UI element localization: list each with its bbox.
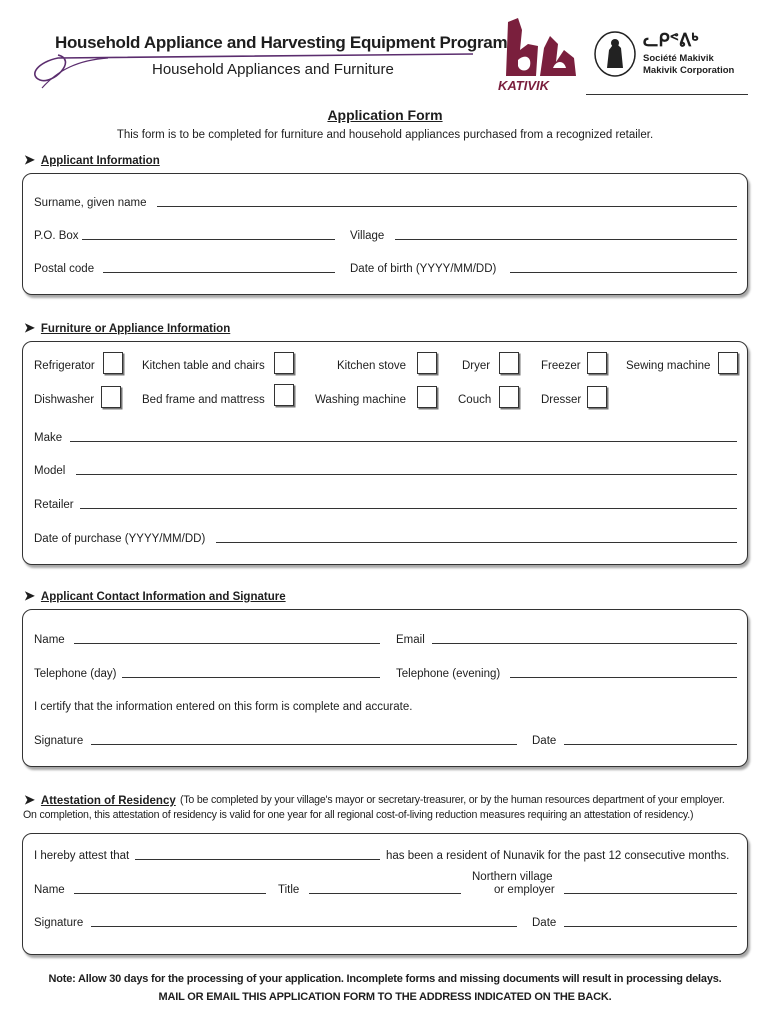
village-employer-field[interactable] bbox=[564, 893, 737, 894]
kativik-logo-mark bbox=[498, 10, 580, 80]
residency-date-label: Date bbox=[532, 917, 557, 929]
residency-heading-label: Attestation of Residency bbox=[40, 795, 176, 807]
program-subtitle: Household Appliances and Furniture bbox=[152, 61, 394, 78]
make-label: Make bbox=[34, 432, 63, 444]
employer-label: or employer bbox=[494, 884, 555, 896]
checkbox-freezer[interactable] bbox=[587, 352, 607, 374]
checkbox-couch[interactable] bbox=[499, 386, 519, 408]
checkbox-refrigerator[interactable] bbox=[103, 352, 123, 374]
item-label-sewing-machine: Sewing machine bbox=[626, 360, 711, 372]
purchase-date-field[interactable] bbox=[216, 542, 737, 543]
residency-signature-label: Signature bbox=[34, 917, 84, 929]
residency-note-line2: On completion, this attestation of residency is valid for one year for all regional cost-of-living reduction measures requiring an attestation of residency.) bbox=[23, 809, 694, 821]
attest-suffix: has been a resident of Nunavik for the past 12 consecutive months. bbox=[386, 850, 730, 862]
makivik-seal-icon bbox=[593, 30, 639, 78]
dob-label: Date of birth (YYYY/MM/DD) bbox=[350, 263, 497, 275]
postal-code-field[interactable] bbox=[103, 272, 335, 273]
item-label-bed-frame: Bed frame and mattress bbox=[142, 394, 265, 406]
form-intro: This form is to be completed for furniture and household appliances purchased from a recognized retailer. bbox=[116, 129, 654, 141]
residency-date-field[interactable] bbox=[564, 926, 737, 927]
makivik-name-en: Makivik Corporation bbox=[643, 65, 735, 76]
residency-section-heading bbox=[24, 792, 176, 808]
residency-title-field[interactable] bbox=[309, 893, 461, 894]
tel-day-field[interactable] bbox=[122, 677, 380, 678]
item-label-dishwasher: Dishwasher bbox=[34, 394, 95, 406]
po-box-field[interactable] bbox=[82, 239, 335, 240]
checkbox-dryer[interactable] bbox=[499, 352, 519, 374]
model-field[interactable] bbox=[76, 474, 737, 475]
applicant-section-heading bbox=[24, 152, 160, 168]
header-rule bbox=[586, 94, 748, 95]
purchase-date-label: Date of purchase (YYYY/MM/DD) bbox=[34, 533, 206, 545]
makivik-name-fr: Société Makivik bbox=[643, 53, 714, 64]
contact-signature-field[interactable] bbox=[91, 744, 517, 745]
residency-signature-field[interactable] bbox=[91, 926, 517, 927]
village-label: Village bbox=[350, 230, 385, 242]
residency-note-line1: (To be completed by your village's mayor or secretary-treasurer, or by the human resources department of your employer. bbox=[180, 794, 725, 806]
footer-note: Note: Allow 30 days for the processing of your application. Incomplete forms and missing documents will result in processing delays. bbox=[48, 973, 722, 985]
arrow-right-icon: ➤ bbox=[24, 152, 35, 167]
furniture-section-heading bbox=[24, 320, 230, 336]
item-label-dresser: Dresser bbox=[541, 394, 582, 406]
applicant-box bbox=[22, 173, 748, 295]
item-label-dryer: Dryer bbox=[462, 360, 491, 372]
residency-name-field[interactable] bbox=[74, 893, 266, 894]
item-label-washing-machine: Washing machine bbox=[315, 394, 406, 406]
attest-name-field[interactable] bbox=[135, 859, 380, 860]
makivik-syllabics: ᓚᑭᕝᕕᒃ bbox=[643, 30, 699, 50]
certify-text: I certify that the information entered on this form is complete and accurate. bbox=[34, 701, 413, 713]
tel-day-label: Telephone (day) bbox=[34, 668, 117, 680]
item-label-freezer: Freezer bbox=[541, 360, 581, 372]
tel-evening-field[interactable] bbox=[510, 677, 737, 678]
contact-name-field[interactable] bbox=[74, 643, 380, 644]
retailer-field[interactable] bbox=[80, 508, 737, 509]
tel-evening-label: Telephone (evening) bbox=[396, 668, 501, 680]
checkbox-dishwasher[interactable] bbox=[101, 386, 121, 408]
item-label-refrigerator: Refrigerator bbox=[34, 360, 95, 372]
item-label-kitchen-table: Kitchen table and chairs bbox=[142, 360, 265, 372]
village-field[interactable] bbox=[395, 239, 737, 240]
item-label-kitchen-stove: Kitchen stove bbox=[337, 360, 407, 372]
email-field[interactable] bbox=[432, 643, 737, 644]
surname-field[interactable] bbox=[157, 206, 737, 207]
item-label-couch: Couch bbox=[458, 394, 492, 406]
make-field[interactable] bbox=[70, 441, 737, 442]
contact-name-label: Name bbox=[34, 634, 65, 646]
model-label: Model bbox=[34, 465, 66, 477]
program-title: Household Appliance and Harvesting Equipment Program bbox=[55, 33, 508, 52]
kativik-logo bbox=[498, 10, 580, 94]
checkbox-sewing-machine[interactable] bbox=[718, 352, 738, 374]
kativik-logo-text: KATIVIK bbox=[498, 78, 550, 93]
residency-name-label: Name bbox=[34, 884, 65, 896]
applicant-heading-label: Applicant Information bbox=[40, 155, 160, 167]
retailer-label: Retailer bbox=[34, 499, 74, 511]
email-label: Email bbox=[396, 634, 425, 646]
arrow-right-icon: ➤ bbox=[24, 792, 35, 807]
furniture-heading-label: Furniture or Appliance Information bbox=[40, 323, 231, 335]
contact-signature-label: Signature bbox=[34, 735, 84, 747]
checkbox-bed-frame[interactable] bbox=[274, 384, 294, 406]
form-title: Application Form bbox=[327, 107, 443, 123]
checkbox-kitchen-stove[interactable] bbox=[417, 352, 437, 374]
dob-field[interactable] bbox=[510, 272, 737, 273]
contact-date-field[interactable] bbox=[564, 744, 737, 745]
arrow-right-icon: ➤ bbox=[24, 320, 35, 335]
makivik-logo bbox=[593, 30, 743, 80]
contact-section-heading bbox=[24, 588, 286, 604]
contact-date-label: Date bbox=[532, 735, 557, 747]
checkbox-kitchen-table[interactable] bbox=[274, 352, 294, 374]
arrow-right-icon: ➤ bbox=[24, 588, 35, 603]
attest-label: I hereby attest that bbox=[34, 850, 130, 862]
footer-mail: MAIL OR EMAIL THIS APPLICATION FORM TO THE ADDRESS INDICATED ON THE BACK. bbox=[158, 991, 612, 1003]
residency-title-label: Title bbox=[278, 884, 300, 896]
po-box-label: P.O. Box bbox=[34, 230, 79, 242]
northern-village-label: Northern village bbox=[472, 871, 553, 883]
contact-heading-label: Applicant Contact Information and Signature bbox=[40, 591, 286, 603]
checkbox-dresser[interactable] bbox=[587, 386, 607, 408]
checkbox-washing-machine[interactable] bbox=[417, 386, 437, 408]
postal-code-label: Postal code bbox=[34, 263, 95, 275]
surname-label: Surname, given name bbox=[34, 197, 147, 209]
